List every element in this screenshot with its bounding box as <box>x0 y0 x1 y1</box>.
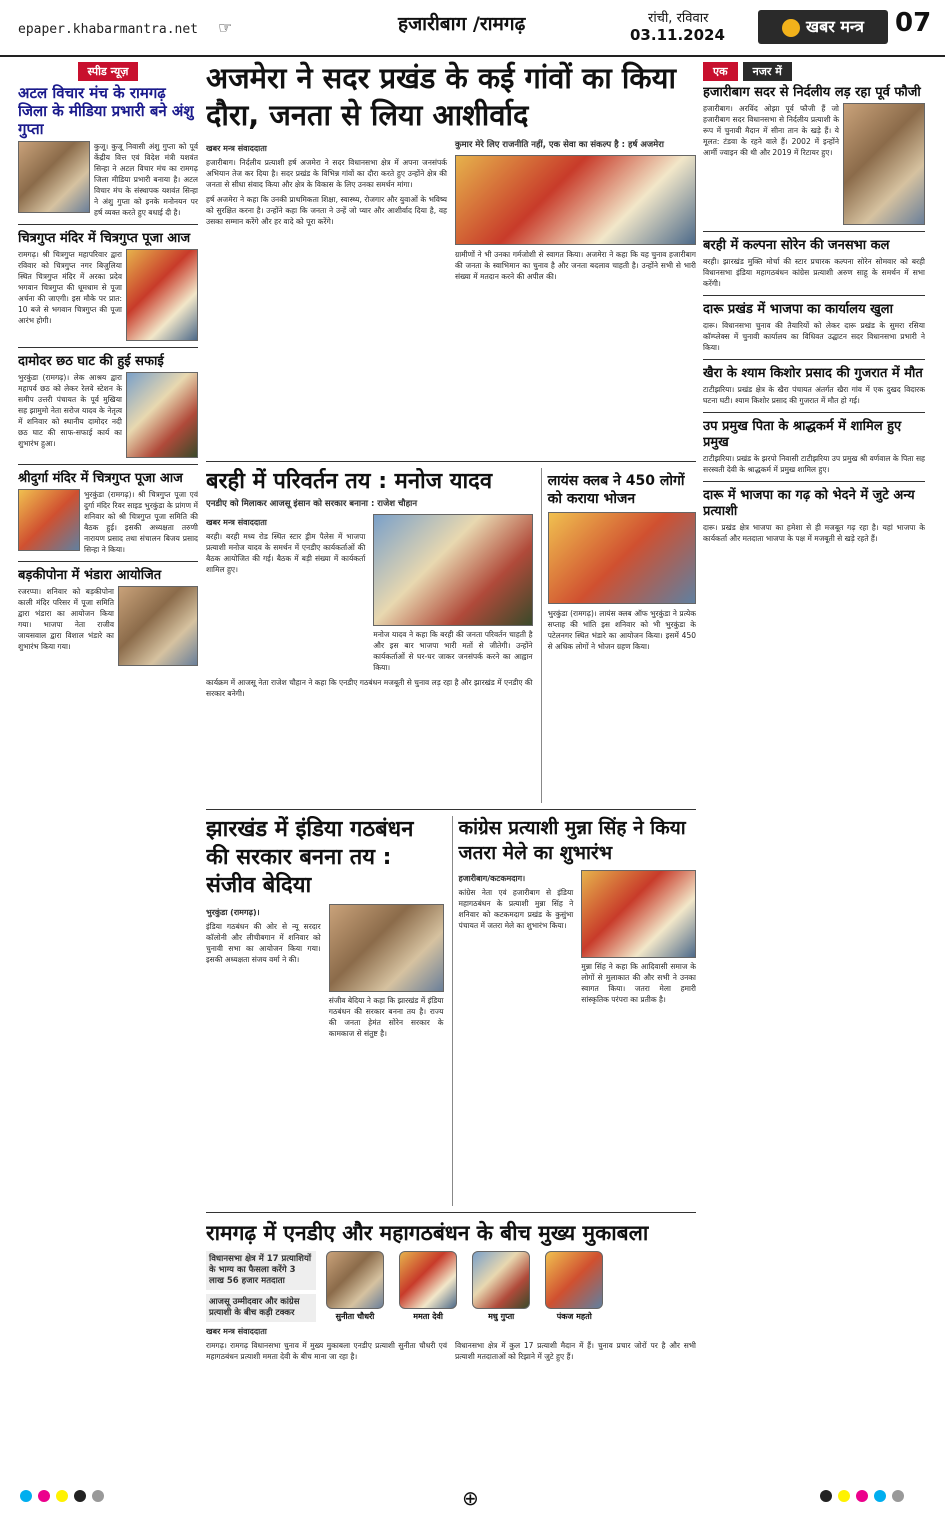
story-body: भुरकुंडा (रामगढ़)। श्री चित्रगुप्त पूजा एवं दुर्गा मंदिर रिवर साइड भुरकुंडा के प्रांगण में शनिवार को श्री चित्रगुप्त पूजा समिति की बैठक हुई। इसकी अध्यक्षता तरुणी नारायण प्रसाद तथा संचालन बिजय प्रसाद सिन्हा ने किया। <box>84 490 198 554</box>
story-chhath-ghat[interactable] <box>18 354 198 458</box>
page-footer <box>0 1478 945 1517</box>
story-title: श्रीदुर्गा मंदिर में चित्रगुप्त पूजा आज <box>18 471 183 486</box>
candidate-card <box>470 1251 532 1322</box>
story-title: उप प्रमुख पिता के श्राद्धकर्म में शामिल हुए प्रमुख <box>703 419 902 450</box>
barhi-story[interactable] <box>206 468 533 803</box>
issue-date: 03.11.2024 <box>630 26 725 44</box>
india-byline: भुरकुंडा (रामगढ़)। <box>206 908 260 917</box>
candidate-photo <box>545 1251 603 1309</box>
story-chitragupt-puja[interactable] <box>18 231 198 341</box>
story-title: दामोदर छठ घाट की हुई सफाई <box>18 354 164 369</box>
page-number: 07 <box>895 8 932 38</box>
story-body: कुजू। कुजू निवासी अंशु गुप्ता को पूर्व केंद्रीय वित्त एवं विदेश मंत्री यशवंत सिन्हा ने अटल विचार मंच का रामगढ़ जिला मीडिया प्रभारी बनाया है। अटल विचार मंच के संस्थापक यशवंत सिन्हा ने अंशु गुप्ता को इनके मनोनयन पर हर्ष व्यक्त करते हुए बधाई दी है। <box>94 142 198 217</box>
at-a-glance-tag-2: नजर में <box>743 62 792 81</box>
story-title: हजारीबाग सदर से निर्दलीय लड़ रहा पूर्व फौजी <box>703 85 921 100</box>
lions-story[interactable] <box>541 468 696 803</box>
candidate-name: ममता देवी <box>413 1312 443 1321</box>
ramgarh-headline: रामगढ़ में एनडीए और महागठबंधन के बीच मुख्य मुकाबला <box>206 1221 649 1245</box>
candidate-name: मधु गुप्ता <box>488 1312 515 1321</box>
candidate-card <box>397 1251 459 1322</box>
brand-logo-icon <box>782 19 800 37</box>
story-body: हजारीबाग। अरविंद ओझा पूर्व फौजी हैं जो हजारीबाग सदर विधानसभा से निर्दलीय प्रत्याशी के रूप में चुनावी मैदान में सीना तान के खड़े हैं। ये मूलत: टंडवा के रहने वाले हैं। 2002 में इन्होंने आर्मी ज्वाइन की थी और 2019 में रिटायर हुए। <box>703 104 839 157</box>
lead-byline: खबर मन्त्र संवाददाता <box>206 144 267 153</box>
story-body: बरही। झारखंड मुक्ति मोर्चा की स्टार प्रचारक कल्पना सोरेन सोमवार को बरही विधानसभा इंडिया महागठबंधन कांग्रेस प्रत्याशी अरुण साहू के समर्थन में सभा करेंगी। <box>703 257 925 288</box>
brand-logo <box>758 10 888 44</box>
story-body: रजरप्पा। शनिवार को बड़कीपोना काली मंदिर परिसर में पूजा समिति द्वारा भंडारा का आयोजन किया गया। भाजपा नेता राजीव जायसवाल द्वारा विशाल भंडारे का शुभारंभ किया गया। <box>18 587 114 651</box>
congress-body-2: मुन्ना सिंह ने कहा कि आदिवासी समाज के लोगों से मुलाकात की और सभी ने उनका स्वागत किया। जतरा मेला हमारी सांस्कृतिक परंपरा का प्रतीक है। <box>581 962 696 1004</box>
india-body-1: इंडिया गठबंधन की ओर से न्यू सरदार कॉलोनी और लीचीबगान में शनिवार को चुनावी सभा का आयोजन किया गया। इसकी अध्यक्षता संजय वर्मा ने की। <box>206 922 321 964</box>
story-gujarat-death[interactable] <box>703 366 925 406</box>
story-title: दारू प्रखंड में भाजपा का कार्यालय खुला <box>703 302 893 317</box>
ramgarh-sidebar-1: विधानसभा क्षेत्र में 17 प्रत्याशियों के भाग्य का फैसला करेंगे 3 लाख 56 हजार मतदाता <box>206 1251 316 1290</box>
story-photo <box>843 103 925 225</box>
color-registration-marks <box>820 1490 904 1502</box>
lead-story[interactable] <box>206 60 696 455</box>
story-bjp-stronghold[interactable] <box>703 488 925 544</box>
city-day: रांची, रविवार <box>648 11 709 26</box>
candidate-name: सुनीता चौधरी <box>335 1312 375 1321</box>
barhi-byline: खबर मन्त्र संवाददाता <box>206 518 267 527</box>
story-title: बड़कीपोना में भंडारा आयोजित <box>18 568 162 583</box>
at-a-glance-tag-1: एक <box>703 62 738 81</box>
india-alliance-story[interactable] <box>206 816 444 1206</box>
congress-story[interactable] <box>452 816 697 1206</box>
congress-headline: कांग्रेस प्रत्याशी मुन्ना सिंह ने किया जतरा मेले का शुभारंभ <box>458 817 686 864</box>
story-body: दारू। प्रखंड क्षेत्र भाजपा का हमेशा से ही मजबूत गढ़ रहा है। यहां भाजपा के कार्यकर्ता और मतदाता भाजपा के पक्ष में मजबूती से खड़े रहते हैं। <box>703 523 925 543</box>
story-title: बरही में कल्पना सोरेन की जनसभा कल <box>703 238 890 253</box>
barhi-photo <box>373 514 532 626</box>
story-bjp-office[interactable] <box>703 302 925 353</box>
candidate-photo <box>472 1251 530 1309</box>
story-bhandara[interactable] <box>18 568 198 666</box>
story-ex-soldier[interactable] <box>703 85 925 225</box>
share-icon[interactable]: ☞ <box>218 18 233 37</box>
story-title: खैरा के श्याम किशोर प्रसाद की गुजरात में मौत <box>703 366 923 381</box>
candidate-photo <box>399 1251 457 1309</box>
lead-photo <box>455 155 696 245</box>
section-title: हजारीबाग /रामगढ़ <box>398 13 526 35</box>
ramgarh-sidebar-2: आजसू उम्मीदवार और कांग्रेस प्रत्याशी के बीच कड़ी टक्कर <box>206 1294 316 1322</box>
story-media-incharge[interactable] <box>18 84 198 218</box>
story-body: भुरकुंडा (रामगढ़)। लेक आश्रय द्वारा महापर्व छठ को लेकर रेलवे स्टेशन के समीप उत्तरी पंचायत के पूर्व मुखिया सह झामुमो नेता सरोज यादव के नेतृत्व में शनिवार को स्थानीय दामोदर नदी छठ घाट की साफ-सफाई कार्य का शुभारंभ हुआ। <box>18 373 122 448</box>
india-headline: झारखंड में इंडिया गठबंधन की सरकार बनना तय : संजीव बेदिया <box>206 817 414 898</box>
candidate-card <box>324 1251 386 1322</box>
story-title: अटल विचार मंच के रामगढ़ जिला के मीडिया प्रभारी बने अंशु गुप्ता <box>18 84 194 138</box>
color-registration-marks <box>20 1490 104 1502</box>
barhi-body-3: कार्यक्रम में आजसू नेता राजेश चौहान ने कहा कि एनडीए गठबंधन मजबूती से चुनाव लड़ रहा है और झारखंड में एनडीए की सरकार बनेगी। <box>206 678 533 698</box>
story-body: दारू। विधानसभा चुनाव की तैयारियों को लेकर दारू प्रखंड के सुमरा रसिया कॉम्प्लेक्स में चुनावी कार्यालय का विधिवत उद्घाटन सदर विधानसभा प्रभारी ने किया। <box>703 321 925 352</box>
speed-news-tag: स्पीड न्यूज़ <box>78 62 139 81</box>
lions-photo <box>548 512 696 604</box>
right-column <box>703 60 925 1460</box>
congress-byline: हजारीबाग/कटकमदाग। <box>458 874 526 883</box>
story-photo <box>18 489 80 551</box>
ramgarh-body-2: विधानसभा क्षेत्र में कुल 17 प्रत्याशी मैदान में हैं। चुनाव प्रचार जोरों पर है और सभी प्रत्याशी मतदाताओं को रिझाने में जुटे हुए हैं। <box>455 1341 696 1361</box>
crosshair-icon: ⊕ <box>462 1486 479 1510</box>
lead-subheadline: कुमार मेरे लिए राजनीति नहीं, एक सेवा का संकल्प है : हर्ष अजमेरा <box>455 140 664 150</box>
brand-name: खबर मन्त्र <box>806 17 864 36</box>
story-photo <box>118 586 198 666</box>
story-title: दारू में भाजपा का गढ़ को भेदने में जुटे अन्य प्रत्याशी <box>703 488 915 519</box>
barhi-body-1: बरही। बरही मध्य रोड स्थित स्टार ड्रीम पैलेस में भाजपा प्रत्याशी मनोज यादव के समर्थन में एनडीए कार्यकर्ताओं की बैठक आयोजित की गई। बैठक में बड़ी संख्या में कार्यकर्ता शामिल हुए। <box>206 532 366 574</box>
lead-body-3: ग्रामीणों ने भी उनका गर्मजोशी से स्वागत किया। अजमेरा ने कहा कि यह चुनाव हजारीबाग की जनता के स्वाभिमान का चुनाव है और जनता बदलाव चाहती है। उन्होंने सभी से भारी संख्या में मतदान करने की अपील की। <box>455 250 696 281</box>
lions-headline: लायंस क्लब ने 450 लोगों को कराया भोजन <box>547 473 685 507</box>
ramgarh-body-1: रामगढ़। रामगढ़ विधानसभा चुनाव में मुख्य मुकाबला एनडीए प्रत्याशी सुनीता चौधरी एवं महागठबंधन प्रत्याशी ममता देवी के बीच माना जा रहा है। <box>206 1341 447 1361</box>
story-kalpana-rally[interactable] <box>703 238 925 289</box>
story-body: टाटीझरिया। प्रखंड क्षेत्र के खैरा पंचायत अंतर्गत खैरा गांव में एक दुखद विदारक घटना घटी। श्याम किशोर प्रसाद की गुजरात में मौत हो गई। <box>703 385 925 405</box>
story-photo <box>126 249 198 341</box>
lions-body: भुरकुंडा (रामगढ़)। लायंस क्लब ऑफ भुरकुंडा ने प्रत्येक सप्ताह की भांति इस शनिवार को भी भुरकुंडा के पटेलनगर स्थित भंडारे का आयोजन किया। इसमें 450 से अधिक लोगों ने भोजन ग्रहण किया। <box>547 609 696 651</box>
story-title: चित्रगुप्त मंदिर में चित्रगुप्त पूजा आज <box>18 231 191 246</box>
story-body: टाटीझरिया। प्रखंड के झरपो निवासी टाटीझरिया उप प्रमुख श्री वर्णवाल के पिता सह सरस्वती देवी के श्राद्धकर्म में प्रमुख शामिल हुए। <box>703 454 925 474</box>
story-photo <box>18 141 90 213</box>
congress-photo <box>581 870 696 958</box>
ramgarh-story[interactable] <box>206 1219 696 1469</box>
barhi-body-2: मनोज यादव ने कहा कि बरही की जनता परिवर्तन चाहती है और इस बार भाजपा भारी मतों से जीतेगी। उन्होंने कार्यकर्ताओं से घर-घर जाकर जनसंपर्क करने का आह्वान किया। <box>373 630 533 672</box>
lead-body-1: हजारीबाग। निर्दलीय प्रत्याशी हर्ष अजमेरा ने सदर विधानसभा क्षेत्र में अपना जनसंपर्क अभियान तेज कर दिया है। सदर प्रखंड के विभिन्न गांवों का दौरा करते हुए उन्होंने क्षेत्र की जनता से सीधा संवाद किया और क्षेत्र के विकास के लिए उनका समर्थन मांगा। <box>206 158 447 189</box>
story-durga-mandir[interactable] <box>18 471 198 555</box>
site-url[interactable]: epaper.khabarmantra.net <box>18 22 199 37</box>
lead-headline: अजमेरा ने सदर प्रखंड के कई गांवों का किया दौरा, जनता से लिया आशीर्वाद <box>206 61 677 132</box>
lead-body-2: हर्ष अजमेरा ने कहा कि उनकी प्राथमिकता शिक्षा, स्वास्थ्य, रोजगार और युवाओं के भविष्य को सुरक्षित करना है। उन्होंने कहा कि जनता ने उन्हें जो प्यार और आशीर्वाद दिया है, वह उसका सम्मान करेंगे और हर वादे को पूरा करेंगे। <box>206 195 447 226</box>
candidate-photo <box>326 1251 384 1309</box>
page-header <box>0 0 945 57</box>
barhi-headline: बरही में परिवर्तन तय : मनोज यादव <box>206 469 493 494</box>
barhi-subheadline: एनडीए को मिलाकर आजसू इंसान को सरकार बनाना : राजेश चौहान <box>206 499 418 509</box>
story-shraddh[interactable] <box>703 419 925 475</box>
india-photo <box>329 904 444 992</box>
main-column <box>206 60 696 1460</box>
candidate-name: पंकज महतो <box>556 1312 592 1321</box>
story-body: रामगढ़। श्री चित्रगुप्त महापरिवार द्वारा रविवार को चित्रगुप्त नगर बिजुलिया स्थित चित्रगुप्त मंदिर में अरका प्रदेव भगवान चित्रगुप्त की धूमधाम से पूजा अर्चना की जाएगी। इस मौके पर प्रात: 10 बजे से भगवान चित्रगुप्त की पूजा आरंभ होगी। <box>18 250 122 325</box>
ramgarh-byline: खबर मन्त्र संवाददाता <box>206 1327 267 1336</box>
congress-body-1: कांग्रेस नेता एवं हजारीबाग से इंडिया महागठबंधन के प्रत्याशी मुन्ना सिंह ने शनिवार को कटकमदाग प्रखंड के कुसुंभा पंचायत में जतरा मेले का शुभारंभ किया। <box>458 888 574 930</box>
candidate-card <box>543 1251 605 1322</box>
left-column <box>18 60 198 1460</box>
india-body-2: संजीव बेदिया ने कहा कि झारखंड में इंडिया गठबंधन की सरकार बनना तय है। राज्य की जनता हेमंत सोरेन सरकार के कामकाज से संतुष्ट है। <box>328 996 444 1038</box>
story-photo <box>126 372 198 458</box>
